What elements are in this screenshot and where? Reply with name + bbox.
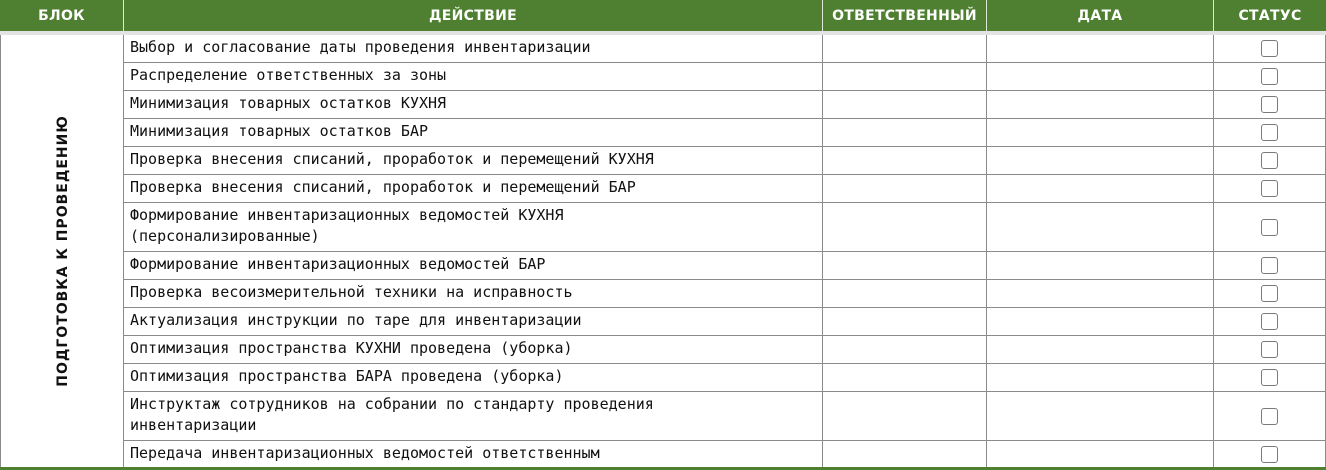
status-cell	[1214, 336, 1326, 363]
responsible-cell[interactable]	[823, 63, 987, 90]
responsible-cell[interactable]	[823, 308, 987, 335]
date-cell[interactable]	[987, 147, 1214, 174]
date-cell[interactable]	[987, 119, 1214, 146]
status-cell	[1214, 119, 1326, 146]
action-cell[interactable]: Формирование инвентаризационных ведомостей КУХНЯ (персонализированные)	[124, 203, 823, 251]
responsible-cell[interactable]	[823, 35, 987, 62]
status-checkbox[interactable]	[1261, 124, 1278, 141]
action-cell[interactable]: Проверка внесения списаний, проработок и перемещений КУХНЯ	[124, 147, 823, 174]
status-cell	[1214, 280, 1326, 307]
action-cell[interactable]: Проверка внесения списаний, проработок и перемещений БАР	[124, 175, 823, 202]
responsible-cell[interactable]	[823, 175, 987, 202]
date-cell[interactable]	[987, 91, 1214, 118]
header-date: ДАТА	[987, 0, 1214, 31]
responsible-cell[interactable]	[823, 203, 987, 251]
status-checkbox[interactable]	[1261, 369, 1278, 386]
status-cell	[1214, 203, 1326, 251]
action-cell[interactable]: Актуализация инструкции по таре для инвентаризации	[124, 308, 823, 335]
status-cell	[1214, 364, 1326, 391]
table-row	[124, 175, 1326, 203]
table-row	[124, 35, 1326, 63]
responsible-cell[interactable]	[823, 91, 987, 118]
table-header	[0, 0, 1326, 31]
action-cell[interactable]: Передача инвентаризационных ведомостей ответственным	[124, 441, 823, 468]
table-row	[124, 392, 1326, 441]
header-action: ДЕЙСТВИЕ	[124, 0, 823, 31]
status-checkbox[interactable]	[1261, 152, 1278, 169]
status-cell	[1214, 441, 1326, 468]
header-status: СТАТУС	[1214, 0, 1326, 31]
action-cell[interactable]: Распределение ответственных за зоны	[124, 63, 823, 90]
table-row	[124, 441, 1326, 469]
status-cell	[1214, 147, 1326, 174]
responsible-cell[interactable]	[823, 364, 987, 391]
date-cell[interactable]	[987, 308, 1214, 335]
responsible-cell[interactable]	[823, 119, 987, 146]
status-cell	[1214, 35, 1326, 62]
table-row	[124, 364, 1326, 392]
header-responsible: ОТВЕТСТВЕННЫЙ	[823, 0, 987, 31]
date-cell[interactable]	[987, 336, 1214, 363]
table-row	[124, 63, 1326, 91]
status-cell	[1214, 175, 1326, 202]
date-cell[interactable]	[987, 35, 1214, 62]
status-checkbox[interactable]	[1261, 285, 1278, 302]
status-checkbox[interactable]	[1261, 446, 1278, 463]
responsible-cell[interactable]	[823, 441, 987, 468]
action-cell[interactable]: Инструктаж сотрудников на собрании по стандарту проведения инвентаризации	[124, 392, 823, 440]
date-cell[interactable]	[987, 280, 1214, 307]
action-cell[interactable]: Формирование инвентаризационных ведомостей БАР	[124, 252, 823, 279]
action-cell[interactable]: Проверка весоизмерительной техники на исправность	[124, 280, 823, 307]
date-cell[interactable]	[987, 364, 1214, 391]
status-checkbox[interactable]	[1261, 408, 1278, 425]
status-checkbox[interactable]	[1261, 68, 1278, 85]
date-cell[interactable]	[987, 175, 1214, 202]
table-row	[124, 147, 1326, 175]
action-cell[interactable]: Минимизация товарных остатков КУХНЯ	[124, 91, 823, 118]
block-cell[interactable]	[0, 35, 124, 468]
status-checkbox[interactable]	[1261, 180, 1278, 197]
table-body	[124, 35, 1326, 469]
block-label: ПОДГОТОВКА К ПРОВЕДЕНИЮ	[55, 115, 71, 387]
responsible-cell[interactable]	[823, 336, 987, 363]
date-cell[interactable]	[987, 203, 1214, 251]
responsible-cell[interactable]	[823, 147, 987, 174]
status-cell	[1214, 63, 1326, 90]
status-cell	[1214, 392, 1326, 440]
table-row	[124, 119, 1326, 147]
status-checkbox[interactable]	[1261, 257, 1278, 274]
table-row	[124, 203, 1326, 252]
status-cell	[1214, 308, 1326, 335]
table-row	[124, 91, 1326, 119]
table-row	[124, 280, 1326, 308]
action-cell[interactable]: Оптимизация пространства БАРА проведена (уборка)	[124, 364, 823, 391]
status-checkbox[interactable]	[1261, 96, 1278, 113]
responsible-cell[interactable]	[823, 252, 987, 279]
date-cell[interactable]	[987, 252, 1214, 279]
action-cell[interactable]: Оптимизация пространства КУХНИ проведена (уборка)	[124, 336, 823, 363]
status-checkbox[interactable]	[1261, 313, 1278, 330]
action-cell[interactable]: Минимизация товарных остатков БАР	[124, 119, 823, 146]
date-cell[interactable]	[987, 63, 1214, 90]
status-checkbox[interactable]	[1261, 219, 1278, 236]
responsible-cell[interactable]	[823, 392, 987, 440]
date-cell[interactable]	[987, 392, 1214, 440]
status-checkbox[interactable]	[1261, 40, 1278, 57]
table-row	[124, 252, 1326, 280]
status-cell	[1214, 252, 1326, 279]
status-cell	[1214, 91, 1326, 118]
table-row	[124, 336, 1326, 364]
status-checkbox[interactable]	[1261, 341, 1278, 358]
date-cell[interactable]	[987, 441, 1214, 468]
action-cell[interactable]: Выбор и согласование даты проведения инвентаризации	[124, 35, 823, 62]
table-row	[124, 308, 1326, 336]
header-block: БЛОК	[0, 0, 124, 31]
responsible-cell[interactable]	[823, 280, 987, 307]
